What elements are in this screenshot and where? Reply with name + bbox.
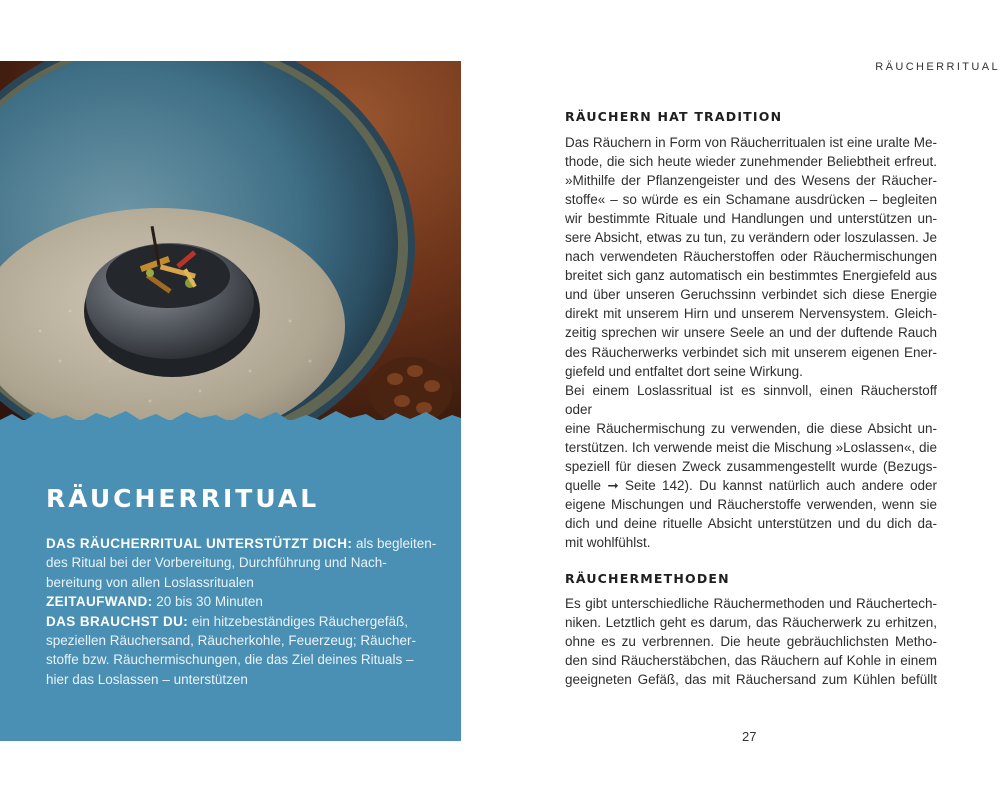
text-line: wir bestimmte Rituale und Handlungen und unterstützen un- [565, 211, 937, 227]
section-body-methods [565, 594, 937, 689]
text-line: mit wohlfühlst. [565, 534, 651, 550]
text-line: den sind Räucherstäbchen, das Räuchern auf Kohle in einem [565, 653, 937, 669]
info-text: bereitung von allen Loslassritualen [46, 574, 254, 590]
text-line: breitet sich ganz automatisch ein bestimmtes Energiefeld aus [565, 268, 937, 284]
text-line: Das Räuchern in Form von Räucherritualen ist eine uralte Me- [565, 135, 937, 150]
text-line: dich und deine rituelle Absicht unterstützen und du dich da- [565, 515, 937, 531]
info-label: DAS RÄUCHERRITUAL UNTERSTÜTZT DICH: [46, 536, 353, 551]
info-text: 20 bis 30 Minuten [152, 594, 263, 610]
text-line: direkt mit unserem Hirn und unserem Nervensystem. Gleich- [565, 306, 937, 322]
text-line: nach verwendeten Räucherstoffen oder Räuchermischungen [565, 249, 937, 265]
text-line: eine Räuchermischung zu verwenden, die diese Absicht un- [565, 420, 937, 436]
text-line: eigene Mischungen und Räucherstoffe verwenden, wenn sie [565, 496, 937, 512]
info-text: ein hitzebeständiges Räuchergefäß, [188, 613, 409, 629]
text-line: thode, die sich heute wieder zunehmender Beliebtheit erfreut. [565, 154, 937, 170]
text-line: Bei einem Loslassritual ist es sinnvoll, einen Räucherstoff oder [565, 382, 937, 417]
ritual-title: RÄUCHERRITUAL [46, 484, 320, 513]
section-body-tradition [565, 133, 937, 552]
text-line: Es gibt unterschiedliche Räuchermethoden und Räuchertech- [565, 596, 937, 611]
info-text: speziellen Räuchersand, Räucherkohle, Feuerzeug; Räucher- [46, 633, 416, 649]
text-line: und über unseren Geruchssinn verbindet sich diese Energie [565, 287, 937, 303]
text-line: geeigneten Gefäß, das mit Räuchersand zum Kühlen befüllt [565, 672, 937, 688]
ritual-info [46, 534, 437, 689]
info-support [46, 534, 437, 592]
text-line: quelle ➞ Seite 142). Du kannst natürlich auch andere oder [565, 477, 937, 493]
section-heading-methods: RÄUCHERMETHODEN [565, 571, 730, 586]
text-line: niken. Letztlich geht es darum, das Räucherwerk zu erhitzen, [565, 615, 937, 631]
text-line: giefeld und entfaltet dort seine Wirkung. [565, 363, 803, 379]
info-time [46, 592, 426, 611]
text-line: zeitig sprechen wir unsere Seele an und der duftende Rauch [565, 325, 937, 341]
incense-bowl-photo [0, 61, 461, 456]
info-label: ZEITAUFWAND: [46, 594, 153, 610]
section-heading-tradition: RÄUCHERN HAT TRADITION [565, 109, 783, 124]
text-line: »Mithilfe der Pflanzengeister und des Wesens der Räucher- [565, 173, 937, 189]
info-text: als begleiten- [352, 536, 437, 551]
running-head: RÄUCHERRITUAL [875, 61, 1000, 73]
text-line: stoffe« – so würde es ein Schamane ausdrücken – begleiten [565, 192, 937, 208]
info-text: hier das Loslassen – unterstützen [46, 671, 248, 687]
brush-edge [0, 406, 461, 436]
info-text: stoffe bzw. Räuchermischungen, die das Ziel deines Rituals – [46, 652, 414, 668]
text-line: terstützen. Ich verwende meist die Mischung »Loslassen«, die [565, 439, 937, 455]
page-number: 27 [742, 729, 757, 744]
text-line: des Räucherwerks verbindet sich mit unserem eigenen Ener- [565, 344, 937, 360]
text-line: sere Absicht, etwas zu tun, zu verändern oder loszulassen. Je [565, 230, 937, 246]
text-line: ohne es zu verbrennen. Die heute gebräuchlichsten Metho- [565, 634, 937, 650]
text-line: speziell für diesen Zweck zusammengestellt wurde (Bezugs- [565, 458, 937, 474]
info-materials [46, 612, 426, 690]
info-text: des Ritual bei der Vorbereitung, Durchführung und Nach- [46, 555, 387, 571]
info-label: DAS BRAUCHST DU: [46, 613, 189, 629]
